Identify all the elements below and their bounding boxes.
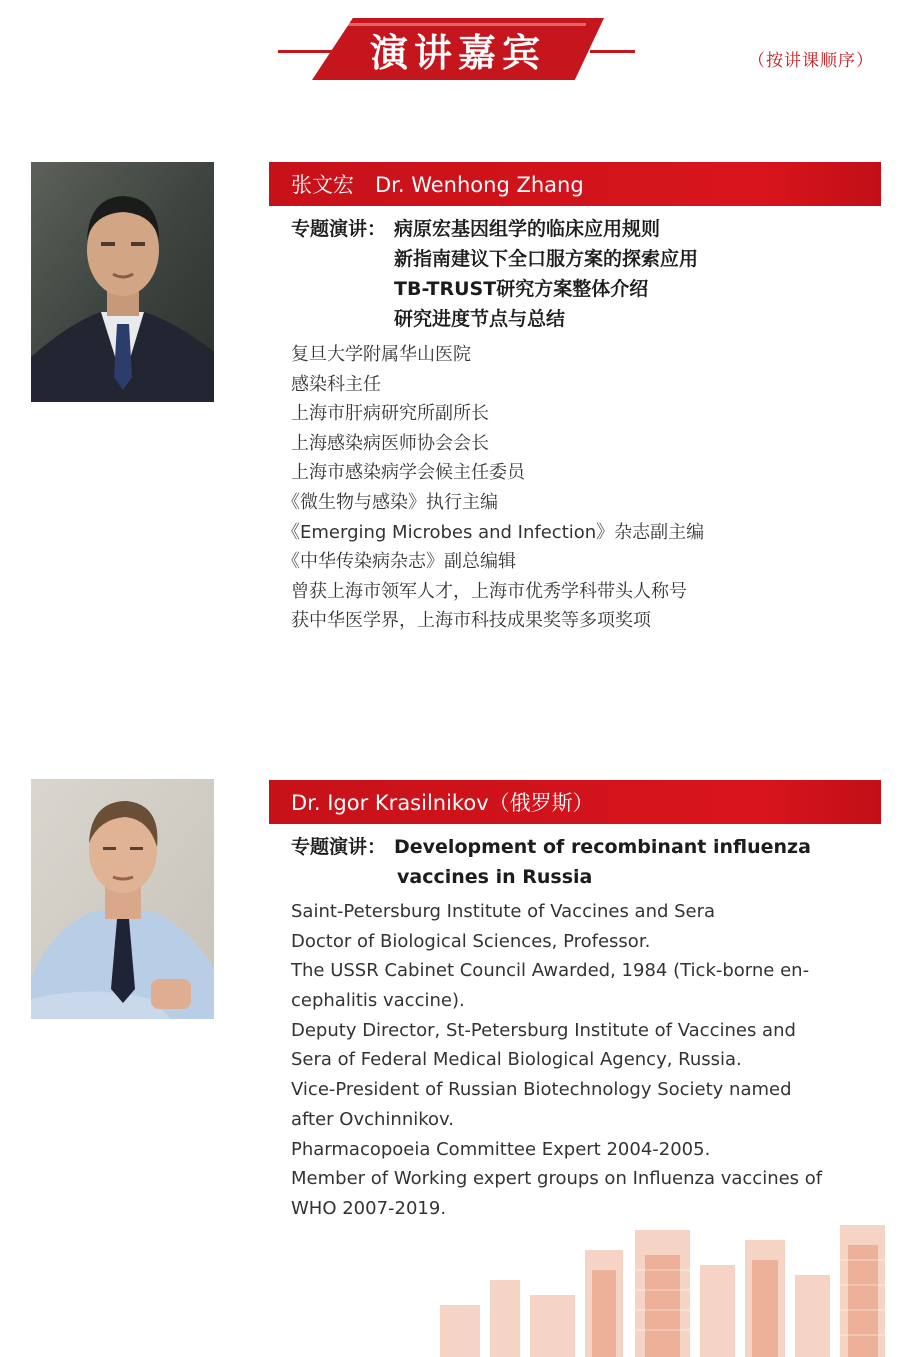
page-header: [0, 0, 900, 100]
topic-lines: [394, 832, 811, 892]
speaker-2-bio: [291, 897, 822, 1224]
topic-line: vaccines in Russia: [397, 866, 593, 888]
city-skyline-illustration: [420, 1210, 900, 1357]
bio-line: Sera of Federal Medical Biological Agency, Russia.: [291, 1049, 742, 1071]
bio-line: 曾获上海市领军人才，上海市优秀学科带头人称号: [291, 580, 687, 602]
speaker-1-name: 张文宏 Dr. Wenhong Zhang: [269, 162, 881, 206]
bio-line: 上海市肝病研究所副所长: [291, 403, 489, 425]
bio-line: Saint-Petersburg Institute of Vaccines and Sera: [291, 901, 716, 922]
bio-line: cephalitis vaccine).: [291, 990, 465, 1012]
topic-label: 专题演讲：: [291, 218, 387, 240]
bio-line: 上海感染病医师协会会长: [291, 432, 489, 454]
topic-lines: [394, 214, 698, 334]
bio-line: 《Emerging Microbes and Infection》杂志副主编: [282, 521, 705, 543]
bio-line: 《中华传染病杂志》副总编辑: [282, 551, 516, 573]
bio-line: Vice-President of Russian Biotechnology Society named: [291, 1079, 792, 1101]
bio-line: after Ovchinnikov.: [291, 1108, 455, 1130]
topic-label: 专题演讲：: [291, 836, 387, 858]
bio-line: 复旦大学附属华山医院: [291, 344, 471, 365]
topic-line: 研究进度节点与总结: [394, 308, 566, 330]
speaker-1-photo: [31, 162, 214, 402]
speaker-2-name: Dr. Igor Krasilnikov（俄罗斯）: [269, 780, 881, 824]
order-note: （按讲课顺序）: [748, 51, 874, 71]
bio-line: 获中华医学界，上海市科技成果奖等多项奖项: [291, 610, 651, 632]
bio-line: 《微生物与感染》执行主编: [282, 491, 498, 513]
speaker-2-photo: [31, 779, 214, 1019]
topic-line: Development of recombinant influenza: [394, 836, 811, 858]
bio-line: 上海市感染病学会候主任委员: [291, 462, 525, 484]
bio-line: 感染科主任: [291, 373, 381, 395]
topic-line: 新指南建议下全口服方案的探索应用: [394, 248, 699, 270]
page-title: 演讲嘉宾: [369, 30, 546, 75]
bio-line: Member of Working expert groups on Influenza vaccines of: [291, 1168, 823, 1190]
topic-line: 病原宏基因组学的临床应用规则: [394, 218, 661, 240]
topic-line: TB-TRUST研究方案整体介绍: [394, 278, 649, 300]
bio-line: Deputy Director, St-Petersburg Institute of Vaccines and: [291, 1019, 796, 1041]
bio-line: The USSR Cabinet Council Awarded, 1984 (Tick-borne en-: [291, 960, 810, 982]
bio-line: Doctor of Biological Sciences, Professor.: [291, 930, 651, 952]
bio-line: WHO 2007-2019.: [291, 1197, 447, 1219]
speaker-1-bio: [282, 340, 705, 636]
bio-line: Pharmacopoeia Committee Expert 2004-2005.: [291, 1138, 711, 1160]
